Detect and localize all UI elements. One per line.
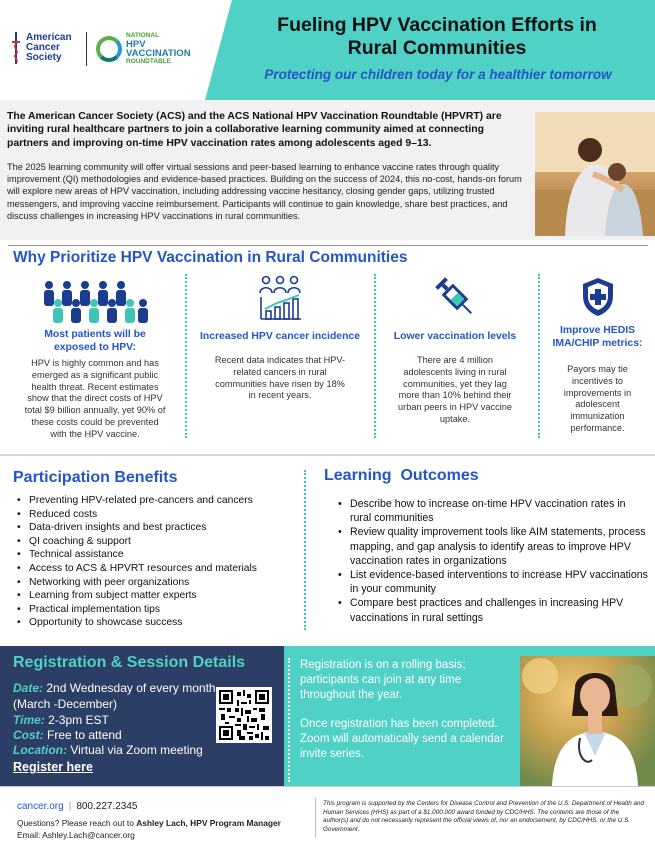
family-photo-illustration [535,112,655,236]
why-column-vaccination [380,272,530,440]
benefits-outcomes-separator [304,470,306,630]
list-item: • Data-driven insights and best practices [15,521,300,535]
doctor-photo [520,656,655,786]
footer-phone: 800.227.2345 [76,801,138,812]
footer-email[interactable]: Email: Ashley.Lach@cancer.org [17,830,135,840]
benefits-divider [0,454,655,456]
page-title [232,14,642,60]
list-item: • Technical assistance [15,548,300,562]
hpvrt-logo-mid2: VACCINATION [126,48,191,59]
registration-notes [288,658,508,782]
hpvrt-logo-bottom: ROUNDTABLE [126,58,172,65]
why-separator-2 [374,274,376,438]
cost-label: Cost: [13,728,44,742]
hpvrt-logo-top: NATIONAL [126,32,160,39]
date-value: 2nd Wednesday of every month (March -December) [13,681,216,711]
footer-separator [315,798,316,838]
time-label: Time: [13,713,45,727]
why-section-title: Why Prioritize HPV Vaccination in Rural Communities [13,249,408,266]
qr-code-pattern [219,690,269,740]
acs-logo-text: American Cancer Society [26,32,72,63]
list-item: • Opportunity to showcase success [15,616,300,630]
outcomes-list [336,497,648,625]
rising-chart-people-icon [257,273,303,321]
benefits-list [15,494,300,630]
qr-code-icon[interactable] [216,687,272,743]
list-item: • Review quality improvement tools like AIM statements, process mapping, and gap analysis to identify areas to improve HPV vaccination rates in organizations [336,525,648,568]
list-item: • Access to ACS & HPVRT resources and materials [15,562,300,576]
page-subtitle: Protecting our children today for a healthier tomorrow [264,67,612,82]
why-body-incidence: Recent data indicates that HPV-related cancers in rural communities have risen by 18% in recent years. [214,355,346,401]
time-value: 2-3pm EST [48,713,109,727]
date-label: Date: [13,681,44,695]
intro-body-paragraph: The 2025 learning community will offer virtual sessions and peer-based learning to enhance vaccine rates through quality improvement (QI) methodologies and evidence-based practices. Building on the success of 2024, this no-cost, hands-on forum will explore new areas of HPV vaccination, including addressing vaccine hesitancy, closing gender gaps, utilizing trusted messengers, and improving vaccine reimbursement. Participants will continue to gain knowledge, share best practices, and discuss challenges in increasing HPV vaccinations in rural communities. [7,162,522,221]
registration-note-zoom: Once registration has been completed. Zoom will automatically send a calendar invite series. [300,718,504,760]
why-body-vaccination: There are 4 million adolescents living in rural communities, yet they lag more than 10% behind their urban peers in HPV vaccine uptake. [398,355,512,424]
why-separator-1 [185,274,187,438]
outcomes-title: Learning Outcomes [324,467,479,484]
list-item: • Compare best practices and challenges in increasing HPV vaccinations in rural settings [336,596,648,624]
page-title-line1: Fueling HPV Vaccination Efforts in [277,14,597,36]
list-item: • Describe how to increase on-time HPV vaccination rates in rural communities [336,497,648,525]
why-separator-3 [538,274,540,438]
why-head-hedis: Improve HEDIS IMA/CHIP metrics: [552,325,643,349]
registration-date [13,681,218,712]
family-photo [535,112,655,236]
doctor-photo-illustration [520,656,655,786]
intro-bold-paragraph: The American Cancer Society (ACS) and the ACS National HPV Vaccination Roundtable (HPVRT) are inviting rural healthcare partners to join a collaborative learning community aimed at connecting partners and improving on-time HPV vaccination rates among adolescents aged 9–13. [7,111,502,149]
registration-cost [13,728,218,744]
footer-questions [17,818,281,828]
why-divider [8,245,648,246]
list-item: • Learning from subject matter experts [15,589,300,603]
registration-note-rolling: Registration is on a rolling basis; participants can join at any time throughout the year. [300,659,466,701]
why-column-exposure [10,272,180,440]
hpvrt-ring-icon [96,36,122,62]
footer-site-link[interactable]: cancer.org [17,801,64,812]
why-column-hedis [545,272,650,440]
location-value: Virtual via Zoom meeting [70,743,203,757]
why-body-exposure: HPV is highly common and has emerged as a significant public health threat. Recent estimates show that the direct costs of HPV total $9 billion annually, yet 90% of these costs could be prevented with the HPV vaccine. [24,358,166,439]
registration-time [13,713,218,729]
footer-contact-name: Ashley Lach, HPV Program Manager [136,818,281,828]
list-item: • Preventing HPV-related pre-cancers and cancers [15,494,300,508]
list-item: • Reduced costs [15,508,300,522]
list-item: • Networking with peer organizations [15,576,300,590]
registration-title: Registration & Session Details [13,654,246,671]
footer-disclaimer: This program is supported by the Centers for Disease Control and Prevention of the U.S. Department of Health and Human Services (HHS) as part of a $1,000,000 award funded by CDC/HHS. The contents are those of the author(s) and do not necessarily represent the official views of, nor an endorsement, by CDC/HHS, or the U.S. Government. [323,800,644,833]
hpvrt-logo-mid1: HPV [126,39,146,50]
page-title-line2: Rural Communities [347,37,527,59]
logo-divider [86,32,87,66]
footer-contact-line [17,801,137,812]
people-group-icon [35,277,155,323]
syringe-icon [430,272,480,322]
footer-questions-prefix: Questions? Please reach out to [17,818,137,828]
acs-logo [12,32,84,64]
why-body-hedis: Payors may tie incentives to improvements in adolescent immunization performance. [563,364,632,433]
register-link[interactable]: Register here [13,760,93,774]
registration-location [13,743,283,759]
list-item: • List evidence-based interventions to increase HPV vaccinations in your community [336,568,648,596]
cost-value: Free to attend [47,728,122,742]
why-head-vaccination: Lower vaccination levels [393,331,517,342]
benefits-title: Participation Benefits [13,469,178,486]
why-head-exposure: Most patients will be exposed to HPV: [44,329,146,353]
why-head-incidence: Increased HPV cancer incidence [200,331,360,342]
why-column-incidence [190,272,370,440]
hpvrt-logo [96,32,191,66]
footer-pipe: | [68,801,72,812]
footer-divider [0,786,655,787]
shield-cross-icon [581,276,615,318]
acs-sword-icon [12,32,20,64]
list-item: • Practical implementation tips [15,603,300,617]
list-item: • QI coaching & support [15,535,300,549]
location-label: Location: [13,743,67,757]
